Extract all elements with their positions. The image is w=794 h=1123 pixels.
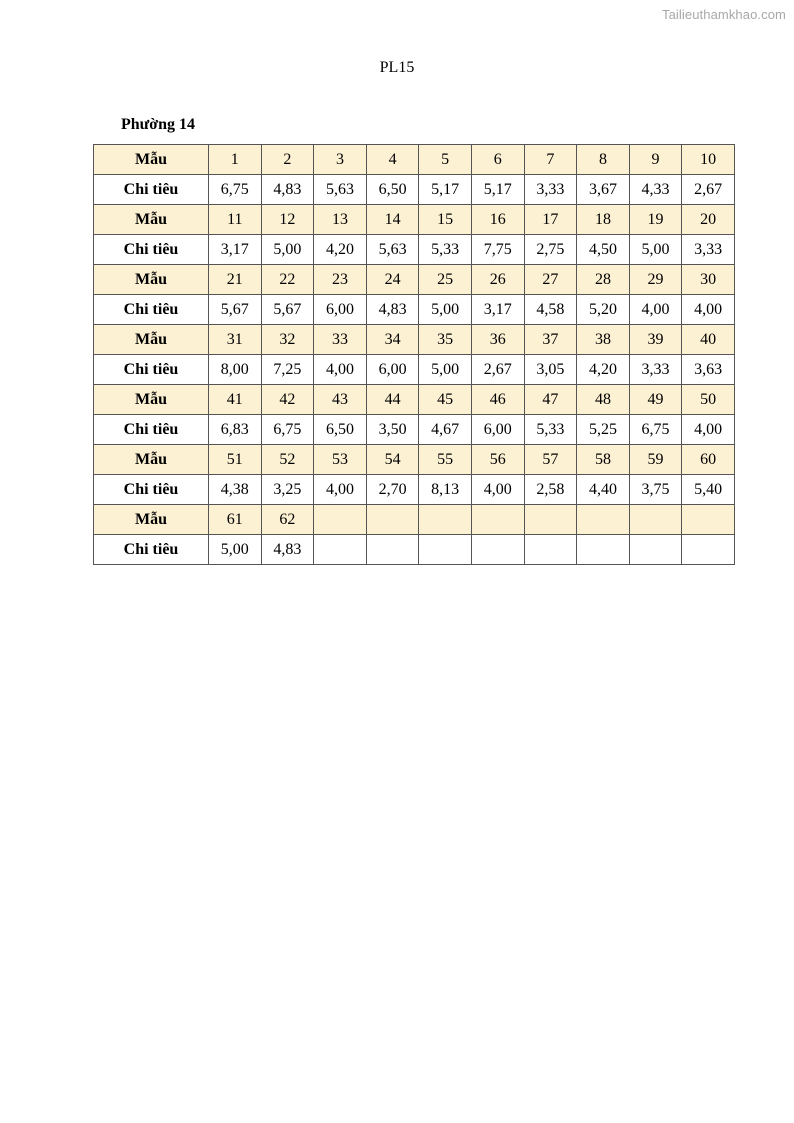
sample-number-cell: 12 xyxy=(261,205,314,235)
value-cell: 3,67 xyxy=(577,175,630,205)
value-cell: 2,70 xyxy=(366,475,419,505)
value-cell: 6,75 xyxy=(261,415,314,445)
value-cell: 3,05 xyxy=(524,355,577,385)
value-cell: 4,33 xyxy=(629,175,682,205)
value-cell: 4,20 xyxy=(314,235,367,265)
value-cell: 8,00 xyxy=(209,355,262,385)
value-cell: 4,83 xyxy=(366,295,419,325)
value-header-cell: Chi tiêu xyxy=(94,355,209,385)
value-cell: 6,50 xyxy=(314,415,367,445)
value-row xyxy=(94,235,735,265)
value-cell: 3,33 xyxy=(682,235,735,265)
sample-number-cell xyxy=(419,505,472,535)
sample-number-cell: 62 xyxy=(261,505,314,535)
value-cell xyxy=(314,535,367,565)
sample-header-cell: Mẫu xyxy=(94,205,209,235)
sample-number-cell: 57 xyxy=(524,445,577,475)
sample-number-cell: 5 xyxy=(419,145,472,175)
value-cell xyxy=(577,535,630,565)
value-cell: 5,00 xyxy=(261,235,314,265)
sample-number-cell: 35 xyxy=(419,325,472,355)
value-cell: 5,00 xyxy=(629,235,682,265)
sample-number-cell: 34 xyxy=(366,325,419,355)
value-cell: 5,00 xyxy=(209,535,262,565)
value-header-cell: Chi tiêu xyxy=(94,175,209,205)
section-title: Phường 14 xyxy=(121,116,196,133)
sample-number-cell: 8 xyxy=(577,145,630,175)
value-cell: 3,17 xyxy=(471,295,524,325)
value-cell: 4,38 xyxy=(209,475,262,505)
sample-number-cell: 26 xyxy=(471,265,524,295)
value-header-cell: Chi tiêu xyxy=(94,295,209,325)
value-cell: 6,75 xyxy=(209,175,262,205)
sample-number-cell: 27 xyxy=(524,265,577,295)
value-cell: 4,00 xyxy=(314,475,367,505)
sample-number-cell xyxy=(524,505,577,535)
value-cell: 6,83 xyxy=(209,415,262,445)
sample-number-cell: 61 xyxy=(209,505,262,535)
value-header-cell: Chi tiêu xyxy=(94,235,209,265)
value-header-cell: Chi tiêu xyxy=(94,535,209,565)
sample-header-cell: Mẫu xyxy=(94,505,209,535)
value-cell: 8,13 xyxy=(419,475,472,505)
value-cell: 5,67 xyxy=(261,295,314,325)
value-cell: 3,33 xyxy=(629,355,682,385)
value-cell: 5,20 xyxy=(577,295,630,325)
value-cell: 5,00 xyxy=(419,295,472,325)
value-cell: 3,17 xyxy=(209,235,262,265)
sample-header-cell: Mẫu xyxy=(94,445,209,475)
sample-number-cell: 40 xyxy=(682,325,735,355)
value-cell: 3,25 xyxy=(261,475,314,505)
sample-number-cell xyxy=(682,505,735,535)
sample-number-cell: 50 xyxy=(682,385,735,415)
value-cell xyxy=(471,535,524,565)
value-cell: 3,63 xyxy=(682,355,735,385)
sample-number-cell: 52 xyxy=(261,445,314,475)
sample-number-cell: 36 xyxy=(471,325,524,355)
sample-number-cell: 17 xyxy=(524,205,577,235)
sample-number-cell: 1 xyxy=(209,145,262,175)
value-cell xyxy=(366,535,419,565)
sample-number-cell: 58 xyxy=(577,445,630,475)
sample-number-cell: 18 xyxy=(577,205,630,235)
sample-number-cell: 11 xyxy=(209,205,262,235)
sample-number-cell: 7 xyxy=(524,145,577,175)
sample-number-cell: 19 xyxy=(629,205,682,235)
sample-number-cell: 4 xyxy=(366,145,419,175)
sample-number-cell: 32 xyxy=(261,325,314,355)
value-cell: 4,00 xyxy=(471,475,524,505)
value-cell: 3,33 xyxy=(524,175,577,205)
sample-row xyxy=(94,265,735,295)
value-cell: 6,00 xyxy=(471,415,524,445)
sample-number-cell: 30 xyxy=(682,265,735,295)
value-cell: 6,75 xyxy=(629,415,682,445)
sample-number-cell: 54 xyxy=(366,445,419,475)
value-cell: 5,00 xyxy=(419,355,472,385)
sample-number-cell: 38 xyxy=(577,325,630,355)
sample-row xyxy=(94,505,735,535)
sample-number-cell: 49 xyxy=(629,385,682,415)
value-cell: 3,50 xyxy=(366,415,419,445)
sample-number-cell xyxy=(314,505,367,535)
sample-number-cell: 46 xyxy=(471,385,524,415)
sample-number-cell: 2 xyxy=(261,145,314,175)
sample-number-cell: 44 xyxy=(366,385,419,415)
value-cell: 6,00 xyxy=(314,295,367,325)
sample-number-cell: 13 xyxy=(314,205,367,235)
sample-row xyxy=(94,445,735,475)
value-cell: 5,67 xyxy=(209,295,262,325)
value-cell xyxy=(629,535,682,565)
data-table-body xyxy=(94,145,735,565)
value-cell: 4,50 xyxy=(577,235,630,265)
value-cell: 4,83 xyxy=(261,535,314,565)
sample-number-cell xyxy=(577,505,630,535)
sample-row xyxy=(94,145,735,175)
value-cell: 4,00 xyxy=(629,295,682,325)
sample-number-cell: 45 xyxy=(419,385,472,415)
sample-number-cell: 33 xyxy=(314,325,367,355)
sample-number-cell: 56 xyxy=(471,445,524,475)
sample-number-cell: 55 xyxy=(419,445,472,475)
watermark-text: Tailieuthamkhao.com xyxy=(661,7,786,22)
sample-number-cell: 29 xyxy=(629,265,682,295)
value-cell: 2,58 xyxy=(524,475,577,505)
sample-row xyxy=(94,385,735,415)
sample-number-cell: 39 xyxy=(629,325,682,355)
sample-number-cell: 53 xyxy=(314,445,367,475)
value-cell: 4,00 xyxy=(314,355,367,385)
sample-number-cell: 14 xyxy=(366,205,419,235)
value-cell xyxy=(682,535,735,565)
sample-number-cell: 43 xyxy=(314,385,367,415)
value-cell: 2,67 xyxy=(682,175,735,205)
value-cell: 5,17 xyxy=(419,175,472,205)
value-row xyxy=(94,415,735,445)
value-header-cell: Chi tiêu xyxy=(94,415,209,445)
page-label: PL15 xyxy=(379,59,415,76)
value-cell: 5,63 xyxy=(314,175,367,205)
value-cell: 5,17 xyxy=(471,175,524,205)
value-cell: 5,33 xyxy=(524,415,577,445)
sample-number-cell: 16 xyxy=(471,205,524,235)
sample-header-cell: Mẫu xyxy=(94,385,209,415)
sample-number-cell xyxy=(471,505,524,535)
value-cell: 7,25 xyxy=(261,355,314,385)
value-cell: 4,00 xyxy=(682,415,735,445)
value-cell: 6,00 xyxy=(366,355,419,385)
sample-number-cell: 41 xyxy=(209,385,262,415)
value-cell: 4,00 xyxy=(682,295,735,325)
value-cell: 6,50 xyxy=(366,175,419,205)
value-header-cell: Chi tiêu xyxy=(94,475,209,505)
sample-row xyxy=(94,205,735,235)
sample-number-cell: 59 xyxy=(629,445,682,475)
sample-number-cell: 3 xyxy=(314,145,367,175)
data-table xyxy=(93,144,735,565)
value-cell: 3,75 xyxy=(629,475,682,505)
sample-number-cell: 28 xyxy=(577,265,630,295)
sample-row xyxy=(94,325,735,355)
sample-number-cell: 24 xyxy=(366,265,419,295)
value-cell: 4,40 xyxy=(577,475,630,505)
value-cell xyxy=(419,535,472,565)
sample-number-cell xyxy=(366,505,419,535)
value-cell: 5,25 xyxy=(577,415,630,445)
sample-header-cell: Mẫu xyxy=(94,325,209,355)
sample-number-cell: 9 xyxy=(629,145,682,175)
sample-number-cell: 10 xyxy=(682,145,735,175)
value-row xyxy=(94,295,735,325)
value-cell: 2,75 xyxy=(524,235,577,265)
value-cell: 5,63 xyxy=(366,235,419,265)
value-cell: 7,75 xyxy=(471,235,524,265)
value-cell: 5,33 xyxy=(419,235,472,265)
sample-number-cell: 51 xyxy=(209,445,262,475)
sample-number-cell: 23 xyxy=(314,265,367,295)
value-row xyxy=(94,355,735,385)
sample-number-cell: 48 xyxy=(577,385,630,415)
value-cell: 4,58 xyxy=(524,295,577,325)
value-cell: 4,67 xyxy=(419,415,472,445)
sample-number-cell: 22 xyxy=(261,265,314,295)
value-cell: 2,67 xyxy=(471,355,524,385)
sample-number-cell: 31 xyxy=(209,325,262,355)
value-cell: 4,83 xyxy=(261,175,314,205)
sample-header-cell: Mẫu xyxy=(94,265,209,295)
value-row xyxy=(94,175,735,205)
sample-header-cell: Mẫu xyxy=(94,145,209,175)
sample-number-cell: 20 xyxy=(682,205,735,235)
sample-number-cell: 37 xyxy=(524,325,577,355)
value-row xyxy=(94,475,735,505)
value-row xyxy=(94,535,735,565)
value-cell: 4,20 xyxy=(577,355,630,385)
sample-number-cell: 6 xyxy=(471,145,524,175)
sample-number-cell: 25 xyxy=(419,265,472,295)
sample-number-cell: 60 xyxy=(682,445,735,475)
value-cell xyxy=(524,535,577,565)
sample-number-cell: 42 xyxy=(261,385,314,415)
sample-number-cell: 21 xyxy=(209,265,262,295)
sample-number-cell: 15 xyxy=(419,205,472,235)
sample-number-cell: 47 xyxy=(524,385,577,415)
sample-number-cell xyxy=(629,505,682,535)
value-cell: 5,40 xyxy=(682,475,735,505)
